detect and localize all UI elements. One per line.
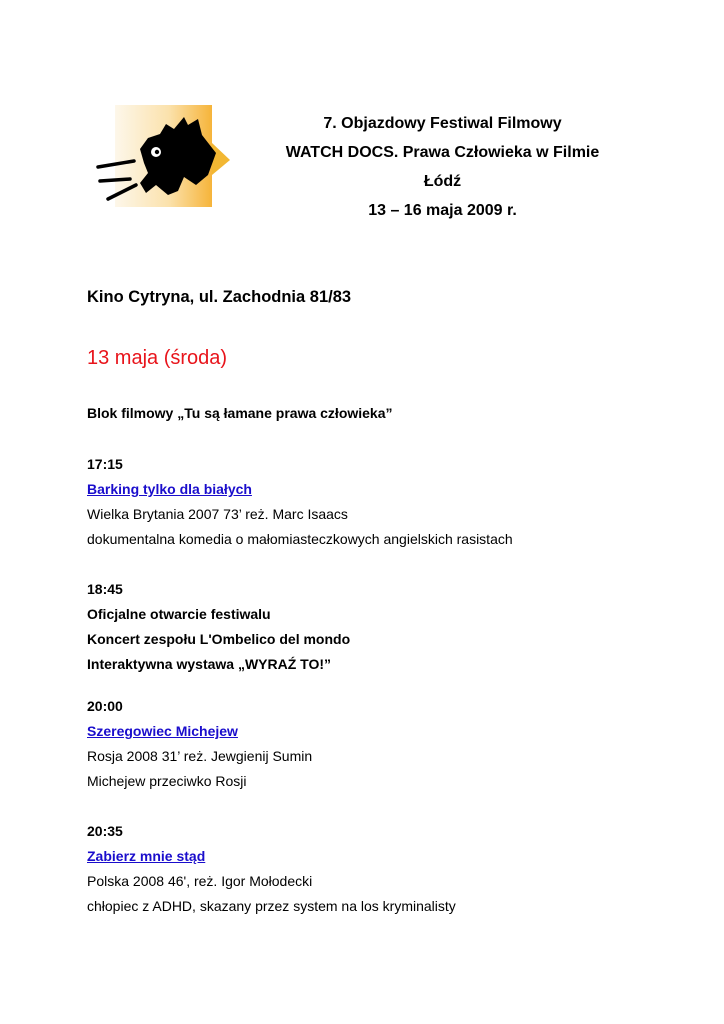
schedule-entry bbox=[87, 577, 350, 677]
film-description: dokumentalna komedia o małomiasteczkowych angielskich rasistach bbox=[87, 531, 513, 547]
event-line: Oficjalne otwarcie festiwalu bbox=[87, 606, 271, 622]
film-link-szeregowiec[interactable]: Szeregowiec Michejew bbox=[87, 723, 238, 739]
entry-time: 20:35 bbox=[87, 823, 123, 839]
festival-subtitle: WATCH DOCS. Prawa Człowieka w Filmie bbox=[285, 144, 600, 161]
film-link-zabierz[interactable]: Zabierz mnie stąd bbox=[87, 848, 206, 864]
festival-header bbox=[250, 109, 635, 225]
venue-heading: Kino Cytryna, ul. Zachodnia 81/83 bbox=[87, 288, 352, 306]
event-line: Koncert zespołu L'Ombelico del mondo bbox=[87, 631, 351, 647]
block-title: Blok filmowy „Tu są łamane prawa człowieka” bbox=[87, 405, 393, 421]
film-details: Rosja 2008 31’ reż. Jewgienij Sumin bbox=[87, 748, 313, 764]
film-details: Polska 2008 46', reż. Igor Mołodecki bbox=[87, 873, 313, 889]
film-description: chłopiec z ADHD, skazany przez system na los kryminalisty bbox=[87, 898, 456, 914]
entry-time: 17:15 bbox=[87, 456, 123, 472]
festival-city: Łódź bbox=[423, 173, 462, 190]
festival-dates: 13 – 16 maja 2009 r. bbox=[368, 202, 517, 219]
schedule-entry bbox=[87, 819, 456, 919]
day-heading: 13 maja (środa) bbox=[87, 347, 228, 369]
entry-time: 18:45 bbox=[87, 581, 123, 597]
film-details: Wielka Brytania 2007 73’ reż. Marc Isaacs bbox=[87, 506, 348, 522]
barking-dog-logo-icon bbox=[96, 105, 232, 209]
entry-time: 20:00 bbox=[87, 698, 123, 714]
film-link-barking[interactable]: Barking tylko dla białych bbox=[87, 481, 252, 497]
schedule-entry bbox=[87, 452, 513, 552]
festival-title: 7. Objazdowy Festiwal Filmowy bbox=[323, 115, 562, 132]
schedule-entry bbox=[87, 694, 312, 794]
event-line: Interaktywna wystawa „WYRAŹ TO!” bbox=[87, 656, 332, 672]
film-description: Michejew przeciwko Rosji bbox=[87, 773, 247, 789]
